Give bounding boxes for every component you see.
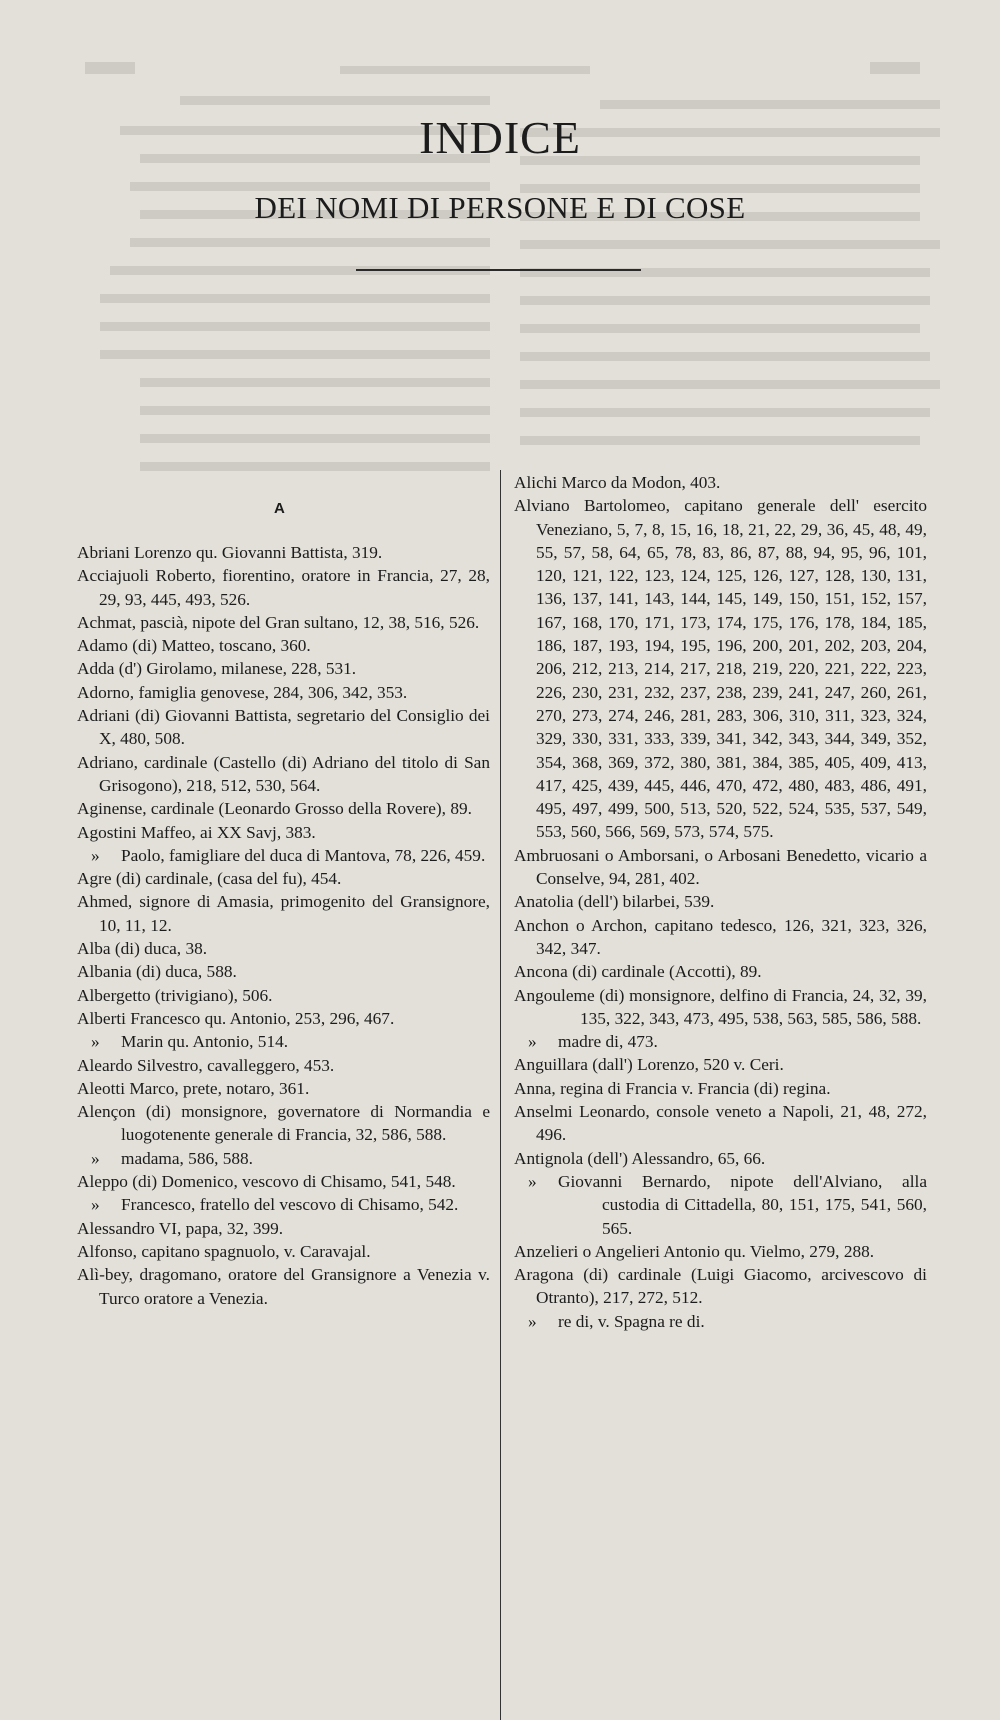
index-entry: Alberti Francesco qu. Antonio, 253, 296, 467. xyxy=(77,1008,395,1028)
index-entry: Antignola (dell') Alessandro, 65, 66. xyxy=(514,1148,766,1168)
index-entry: Aragona (di) cardinale (Luigi Giacomo, arcivescovo di Otranto), 217, 272, 512. xyxy=(514,1265,927,1308)
index-subentry: » madre di, 473. xyxy=(514,1030,927,1053)
ditto-mark: » xyxy=(528,1171,537,1191)
ditto-mark: » xyxy=(91,1148,100,1168)
index-entry: Anzelieri o Angelieri Antonio qu. Vielmo, 279, 288. xyxy=(514,1241,875,1261)
index-entry: Adriano, cardinale (Castello (di) Adriano del titolo di San Grisogono), 218, 512, 530, 564. xyxy=(77,752,490,795)
index-entry: Albania (di) duca, 588. xyxy=(77,962,237,982)
page-title: INDICE xyxy=(419,112,581,163)
index-entry: Anatolia (dell') bilarbei, 539. xyxy=(514,892,715,912)
index-subentry: » Giovanni Bernardo, nipote dell'Alviano, alla custodia di Cittadella, 80, 151, 175, 541, 560, 565. xyxy=(514,1170,927,1240)
index-entry: Anselmi Leonardo, console veneto a Napoli, 21, 48, 272, 496. xyxy=(514,1102,927,1145)
index-entry: Aginense, cardinale (Leonardo Grosso della Rovere), 89. xyxy=(77,799,472,819)
index-entry: Aleppo (di) Domenico, vescovo di Chisamo, 541, 548. xyxy=(77,1172,456,1192)
index-entry: Alichi Marco da Modon, 403. xyxy=(514,473,721,492)
index-entry: Aleotti Marco, prete, notaro, 361. xyxy=(77,1078,310,1098)
index-subentry: » re di, v. Spagna re di. xyxy=(514,1310,927,1333)
index-entry: Adamo (di) Matteo, toscano, 360. xyxy=(77,636,311,656)
ditto-mark: » xyxy=(91,1195,100,1215)
index-entry: Adda (d') Girolamo, milanese, 228, 531. xyxy=(77,659,357,679)
index-entry: Anchon o Archon, capitano tedesco, 126, 321, 323, 326, 342, 347. xyxy=(514,915,927,958)
ditto-mark: » xyxy=(528,1311,537,1331)
column-divider xyxy=(500,470,501,1720)
ditto-mark: » xyxy=(91,1032,100,1052)
index-subentry: » Marin qu. Antonio, 514. xyxy=(77,1030,490,1053)
index-subentry: » Paolo, famigliare del duca di Mantova, 78, 226, 459. xyxy=(77,844,490,867)
index-entry: Acciajuoli Roberto, fiorentino, oratore in Francia, 27, 28, 29, 93, 445, 493, 526. xyxy=(77,566,490,609)
index-entry: Anguillara (dall') Lorenzo, 520 v. Ceri. xyxy=(514,1055,784,1075)
index-entry: Aleardo Silvestro, cavalleggero, 453. xyxy=(77,1055,335,1075)
section-letter: A xyxy=(274,500,285,517)
title-rule xyxy=(356,269,641,271)
index-entry: Ancona (di) cardinale (Accotti), 89. xyxy=(514,962,762,982)
index-entry: Adriani (di) Giovanni Battista, segretario del Consiglio dei X, 480, 508. xyxy=(77,706,490,749)
index-entry: Alviano Bartolomeo, capitano generale dell' esercito Veneziano, 5, 7, 8, 15, 16, 18, 21, 22, 29, 36, 45, 48, 49, 55, 57, 58, 64, 65, 78, 83, 86, 87, 88, 94, 95, 96, 101, 120, 121, 122, 123, 124, 125, 126, 127, 128, 130, 131, 136, 137, 141, 143, 144, 145, 149, 150, 151, 152, 157, 167, 168, 170, 171, 173, 174, 175, 176, 178, 184, 185, 186, 187, 193, 194, 195, 196, 200, 201, 202, 203, 204, 206, 212, 213, 214, 217, 218, 219, 220, 221, 222, 223, 226, 230, 231, 232, 237, 238, 239, 241, 247, 260, 261, 270, 273, 274, 246, 281, 283, 306, 310, 311, 323, 324, 329, 330, 331, 333, 339, 341, 342, 343, 344, 349, 352, 354, 368, 369, 372, 380, 381, 384, 385, 405, 409, 413, 417, 425, 439, 445, 446, 470, 472, 480, 483, 486, 491, 495, 497, 499, 500, 513, 520, 522, 524, 535, 537, 549, 553, 560, 566, 569, 573, 574, 575. xyxy=(514,496,927,842)
index-subentry: » Francesco, fratello del vescovo di Chisamo, 542. xyxy=(77,1193,490,1216)
ditto-mark: » xyxy=(91,845,100,865)
index-entry: Agostini Maffeo, ai XX Savj, 383. xyxy=(77,822,316,842)
index-entry: Albergetto (trivigiano), 506. xyxy=(77,985,273,1005)
index-entry: Abriani Lorenzo qu. Giovanni Battista, 319. xyxy=(77,543,383,562)
right-column xyxy=(514,471,927,1333)
index-subentry: » madama, 586, 588. xyxy=(77,1147,490,1170)
index-entry: Alì-bey, dragomano, oratore del Gransignore a Venezia v. Turco oratore a Venezia. xyxy=(77,1265,490,1308)
ditto-mark: » xyxy=(528,1032,537,1052)
index-entry: Achmat, pascià, nipote del Gran sultano, 12, 38, 516, 526. xyxy=(77,612,480,632)
index-entry: Alba (di) duca, 38. xyxy=(77,939,208,959)
left-column xyxy=(77,541,490,1310)
index-entry: Alessandro VI, papa, 32, 399. xyxy=(77,1218,284,1238)
index-entry: Angouleme (di) monsignore, delfino di Francia, 24, 32, 39, 135, 322, 343, 473, 495, 538, 563, 585, 586, 588. xyxy=(514,985,927,1028)
index-entry: Alençon (di) monsignore, governatore di Normandia e luogotenente generale di Francia, 32, 586, 588. xyxy=(77,1102,490,1145)
index-entry: Adorno, famiglia genovese, 284, 306, 342, 353. xyxy=(77,682,408,702)
index-entry: Ambruosani o Amborsani, o Arbosani Benedetto, vicario a Conselve, 94, 281, 402. xyxy=(514,845,927,889)
page-subtitle: DEI NOMI DI PERSONE E DI COSE xyxy=(254,190,746,225)
index-entry: Ahmed, signore di Amasia, primogenito del Gransignore, 10, 11, 12. xyxy=(77,892,490,935)
index-entry: Agre (di) cardinale, (casa del fu), 454. xyxy=(77,869,342,889)
index-entry: Alfonso, capitano spagnuolo, v. Caravajal. xyxy=(77,1241,371,1261)
index-entry: Anna, regina di Francia v. Francia (di) regina. xyxy=(514,1078,831,1098)
